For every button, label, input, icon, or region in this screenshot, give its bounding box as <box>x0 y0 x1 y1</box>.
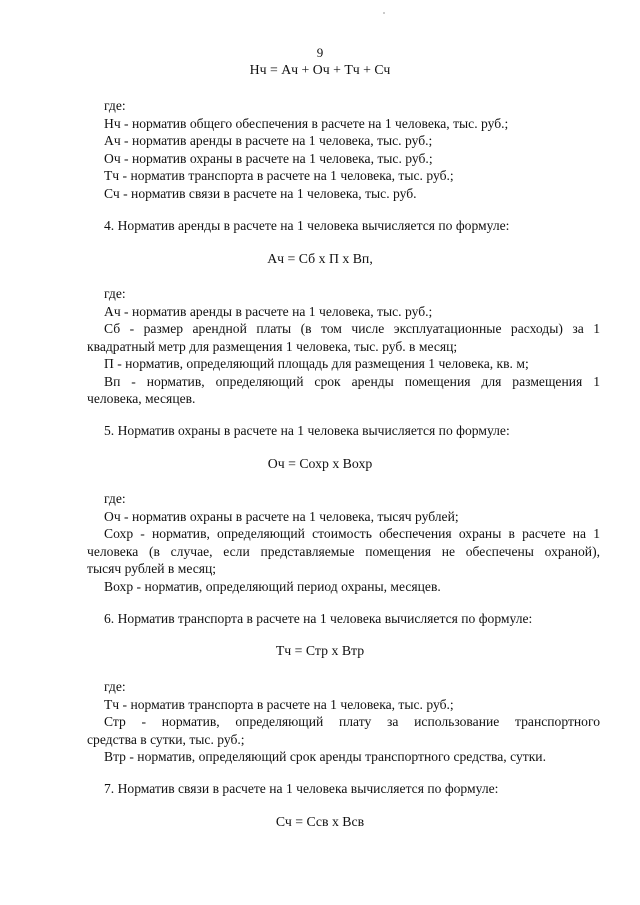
definition-line: Сохр - норматив, определяющий стоимость обеспечения охраны в расчете на 1 <box>104 526 600 541</box>
definition-line-continuation: человека (в случае, если представляемые помещения не обеспечены охраной), <box>87 544 600 559</box>
where-label: где: <box>104 286 126 301</box>
definition-line: Ач - норматив аренды в расчете на 1 человека, тыс. руб.; <box>104 133 433 148</box>
scan-speck <box>383 12 385 14</box>
definition-line: Стр - норматив, определяющий плату за использование транспортного <box>104 714 600 729</box>
definition-line-continuation: человека, месяцев. <box>87 391 196 406</box>
definition-line: Ач - норматив аренды в расчете на 1 человека, тыс. руб.; <box>104 304 433 319</box>
definition-line: Втр - норматив, определяющий срок аренды транспортного средства, сутки. <box>104 749 546 764</box>
section-6-formula: Тч = Стр х Втр <box>275 643 365 658</box>
section-4-heading: 4. Норматив аренды в расчете на 1 человека вычисляется по формуле: <box>104 218 510 233</box>
definition-line: Сч - норматив связи в расчете на 1 человека, тыс. руб. <box>104 186 417 201</box>
definition-line: Тч - норматив транспорта в расчете на 1 человека, тыс. руб.; <box>104 697 454 712</box>
definition-line: Вп - норматив, определяющий срок аренды помещения для размещения 1 <box>104 374 600 389</box>
section-5-formula: Оч = Сохр х Вохр <box>267 456 373 471</box>
definition-line-continuation: тысяч рублей в месяц; <box>87 561 217 576</box>
section-4-formula: Ач = Сб х П х Вп, <box>267 251 373 266</box>
formula-total: Нч = Ач + Оч + Тч + Сч <box>249 62 391 77</box>
definition-line: Тч - норматив транспорта в расчете на 1 человека, тыс. руб.; <box>104 168 454 183</box>
definition-line: Вохр - норматив, определяющий период охраны, месяцев. <box>104 579 441 594</box>
where-label: где: <box>104 491 126 506</box>
definition-line: П - норматив, определяющий площадь для размещения 1 человека, кв. м; <box>104 356 529 371</box>
section-7-heading: 7. Норматив связи в расчете на 1 человека вычисляется по формуле: <box>104 781 499 796</box>
section-5-heading: 5. Норматив охраны в расчете на 1 человека вычисляется по формуле: <box>104 423 510 438</box>
where-label: где: <box>104 98 126 113</box>
definition-line-continuation: средства в сутки, тыс. руб.; <box>87 732 245 747</box>
page-number: 9 <box>316 45 324 60</box>
definition-line: Оч - норматив охраны в расчете на 1 человека, тысяч рублей; <box>104 509 459 524</box>
section-6-heading: 6. Норматив транспорта в расчете на 1 человека вычисляется по формуле: <box>104 611 533 626</box>
where-label: где: <box>104 679 126 694</box>
definition-line: Оч - норматив охраны в расчете на 1 человека, тыс. руб.; <box>104 151 433 166</box>
definition-line-continuation: квадратный метр для размещения 1 человека, тыс. руб. в месяц; <box>87 339 458 354</box>
section-7-formula: Сч = Ссв х Всв <box>275 814 365 829</box>
definition-line: Сб - размер арендной платы (в том числе эксплуатационные расходы) за 1 <box>104 321 600 336</box>
definition-line: Нч - норматив общего обеспечения в расчете на 1 человека, тыс. руб.; <box>104 116 509 131</box>
